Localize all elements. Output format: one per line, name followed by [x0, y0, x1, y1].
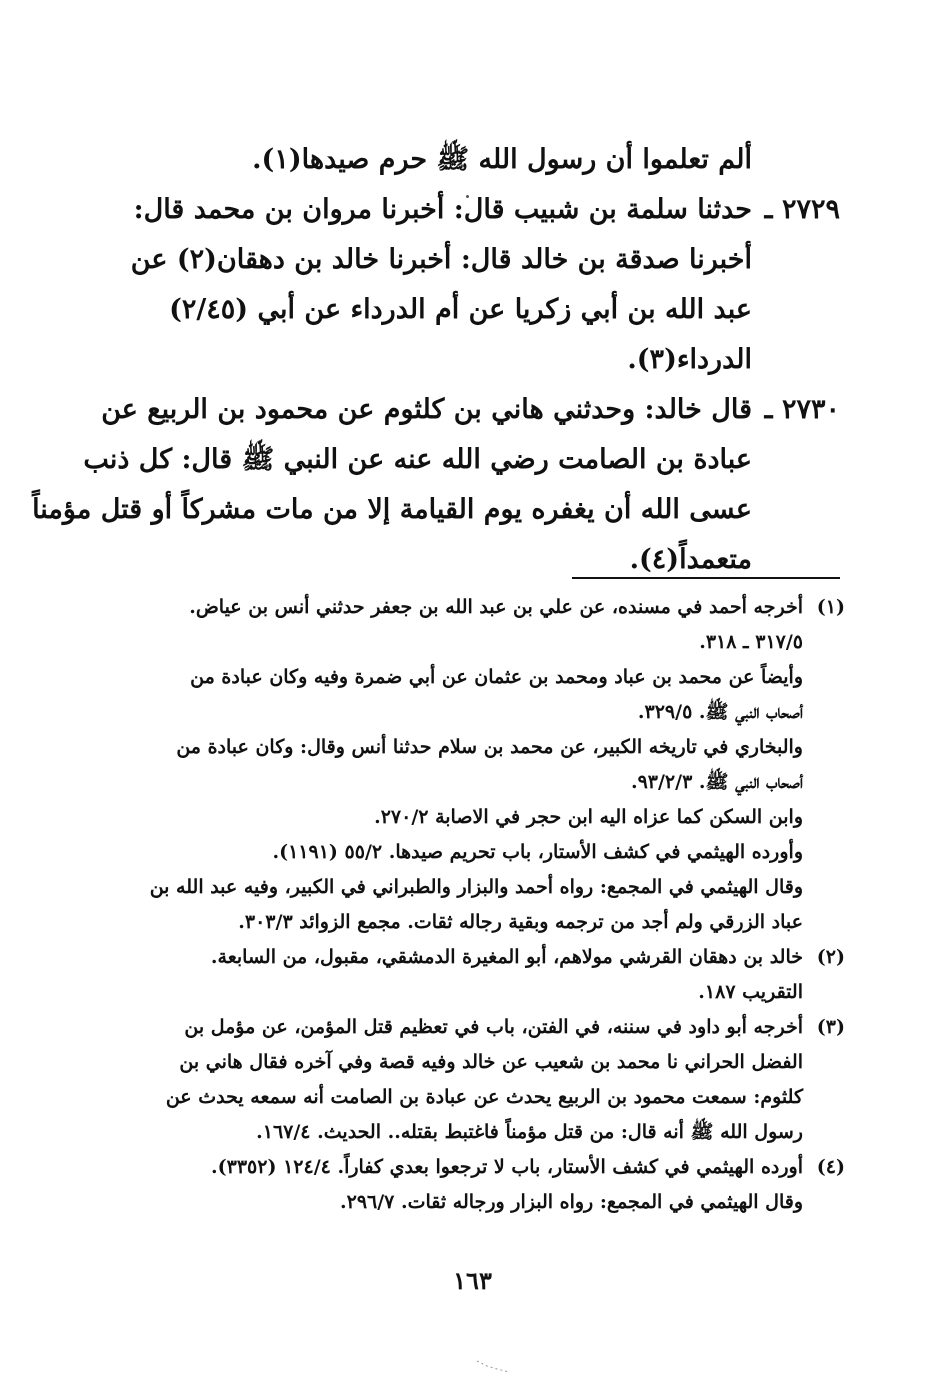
main-line [130, 235, 840, 285]
footnote-text: أصحاب النبي ﷺ. ٣٢٩/٥. [637, 701, 803, 723]
main-line [135, 285, 840, 335]
footnote-text: الفضل الحراني نا محمد بن شعيب عن خالد وفيه قصة وفي آخره فقال هاني بن [179, 1051, 803, 1073]
hadith-number: ٢٧٣٠ ـ [764, 394, 840, 425]
line-text: أخبرنا صدقة بن خالد قال: أخبرنا خالد بن دهقان(٢) عن [130, 244, 752, 275]
footnote-text: أخرجه أحمد في مسنده، عن علي بن عبد الله بن جعفر حدثني أنس بن عياض. [189, 596, 803, 618]
footnote-line [135, 800, 845, 835]
footnote-text: والبخاري في تاريخه الكبير، عن محمد بن سلام حدثنا أنس وقال: وكان عبادة من [176, 736, 803, 758]
footnote-line [135, 660, 845, 695]
main-line [83, 435, 840, 485]
footnote-divider [572, 577, 840, 579]
footnote-line [135, 1080, 845, 1115]
footnote-line [135, 870, 845, 905]
footnote-text: رسول الله ﷺ أنه قال: من قتل مؤمناً فاغتبط بقتله.. الحديث. ١٦٧/٤. [256, 1121, 803, 1143]
line-text: حدثنا سلمة بن شبيب قال: أخبرنا مروان بن محمد قال: [133, 194, 752, 225]
footnote-line [135, 625, 845, 660]
footnote-number: (٣) [816, 1016, 845, 1038]
main-line [32, 485, 840, 535]
footnote-4 [135, 1150, 845, 1185]
page-number: ١٦٣ [453, 1266, 492, 1295]
footnote-line [135, 1185, 845, 1220]
hadith-2729-line [135, 185, 840, 235]
footnote-line [135, 695, 845, 730]
footnotes [135, 590, 845, 1220]
line-text: عبد الله بن أبي زكريا عن أم الدرداء عن أبي (٢/٤٥) [169, 294, 752, 325]
line-text: عبادة بن الصامت رضي الله عنه عن النبي ﷺ قال: كل ذنب [83, 444, 752, 475]
footnote-text: أورده الهيثمي في كشف الأستار، باب لا ترجعوا بعدي كفاراً. ١٢٤/٤ (٣٣٥٢). [211, 1156, 803, 1178]
footnote-1 [135, 590, 845, 625]
footnote-text: وأورده الهيثمي في كشف الأستار، باب تحريم صيدها. ٥٥/٢ (١١٩١). [272, 841, 803, 863]
footnote-line [135, 975, 845, 1010]
line-text: الدرداء(٣). [627, 344, 752, 375]
footnote-line [135, 1045, 845, 1080]
footnote-text: التقريب ١٨٧. [698, 981, 803, 1003]
footnote-text: وقال الهيثمي في المجمع: رواه أحمد والبزار والطبراني في الكبير، وفيه عبد الله بن [149, 876, 803, 898]
footnote-text: أخرجه أبو داود في سننه، في الفتن، باب في تعظيم قتل المؤمن، عن مؤمل بن [184, 1016, 803, 1038]
main-line [135, 335, 840, 385]
main-text [32, 135, 840, 585]
footnote-line [135, 905, 845, 940]
footnote-line [135, 835, 845, 870]
footnote-number: (٢) [816, 946, 845, 968]
line-text: عسى الله أن يغفره يوم القيامة إلا من مات مشركاً أو قتل مؤمناً [32, 494, 752, 525]
footnote-number: (٤) [816, 1156, 845, 1178]
footnote-3 [135, 1010, 845, 1045]
footnote-number: (١) [816, 596, 845, 618]
footnote-line [135, 765, 845, 800]
footnote-text: كلثوم: سمعت محمود بن الربيع يحدث عن عبادة بن الصامت أنه سمعه يحدث عن [165, 1086, 803, 1108]
hadith-2730-line [101, 385, 840, 435]
footnote-text: وقال الهيثمي في المجمع: رواه البزار ورجاله ثقات. ٢٩٦/٧. [340, 1191, 803, 1213]
footnote-text: وابن السكن كما عزاه اليه ابن حجر في الاصابة ٢٧٠/٢. [374, 806, 803, 828]
footnote-text: ٣١٧/٥ ـ ٣١٨. [699, 631, 803, 653]
scan-noise-mark [475, 1358, 515, 1374]
footnote-line [135, 730, 845, 765]
line-text: متعمداً(٤). [629, 544, 752, 575]
footnote-text: أصحاب النبي ﷺ. ٩٣/٢/٣. [630, 771, 803, 793]
footnote-text: عباد الزرقي ولم أجد من ترجمه وبقية رجاله ثقات. مجمع الزوائد ٣٠٣/٣. [238, 911, 803, 933]
footnote-text: خالد بن دهقان القرشي مولاهم، أبو المغيرة الدمشقي، مقبول، من السابعة. [210, 946, 803, 968]
footnote-text: وأيضاً عن محمد بن عباد ومحمد بن عثمان عن أبي ضمرة وفيه وكان عبادة من [190, 666, 803, 688]
hadith-number: ٢٧٢٩ ـ [764, 194, 840, 225]
footnote-line [135, 1115, 845, 1150]
footnote-2 [135, 940, 845, 975]
main-line [135, 135, 840, 185]
line-text: قال خالد: وحدثني هاني بن كلثوم عن محمود بن الربيع عن [101, 394, 752, 425]
line-text: ألم تعلموا أن رسول الله ﷺ حرم صيدها(١). [252, 144, 752, 175]
